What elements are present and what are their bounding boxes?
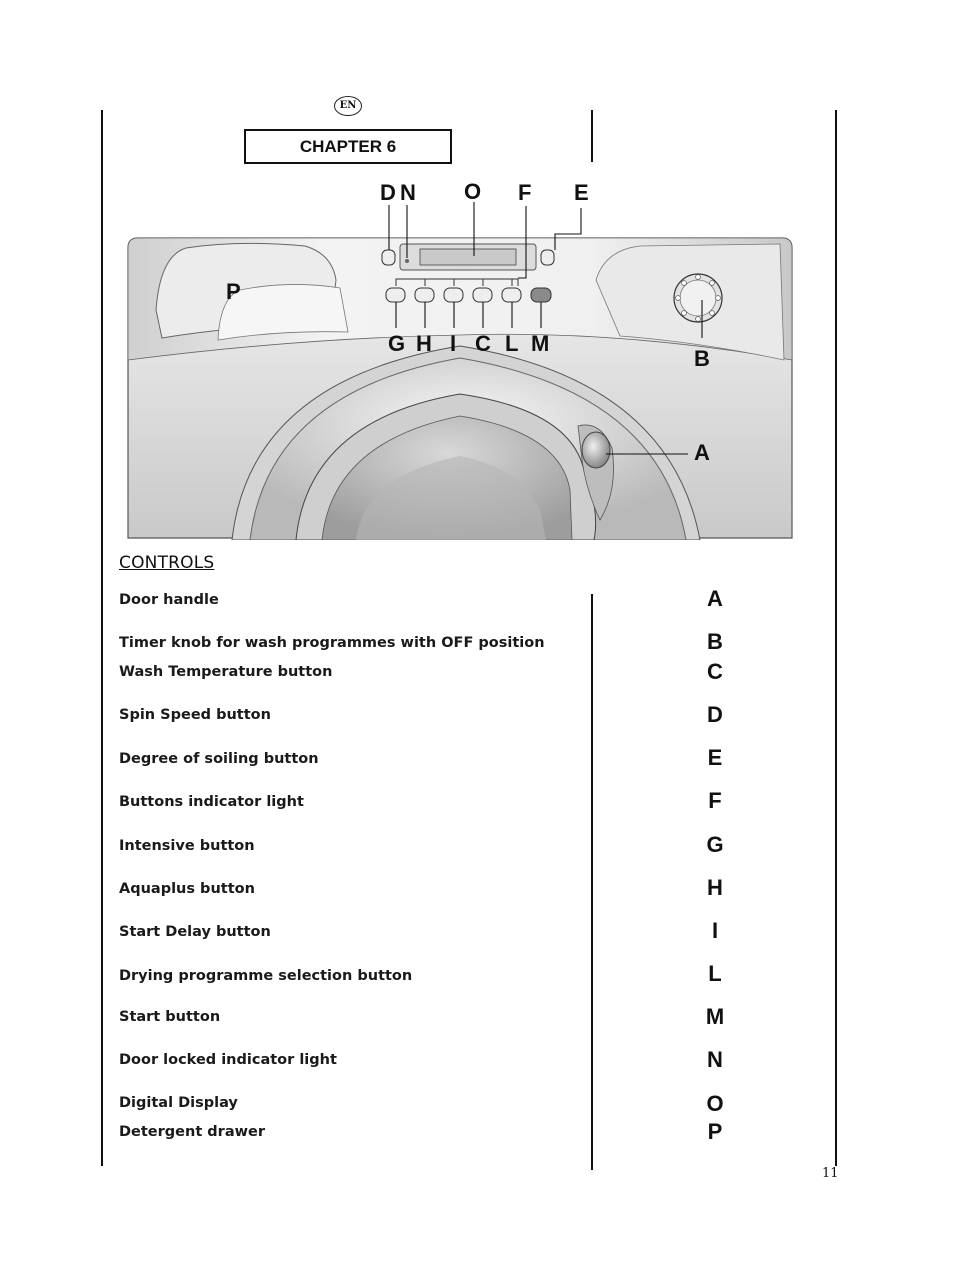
control-letter: L: [708, 961, 722, 986]
control-letter: M: [705, 1004, 725, 1029]
control-letter: D: [707, 702, 723, 727]
control-label-digital-display: Digital Display: [119, 1095, 238, 1111]
control-label-intensive: Intensive button: [119, 838, 255, 854]
control-label-indicator-light: Buttons indicator light: [119, 794, 304, 810]
control-label-door-handle: Door handle: [119, 592, 219, 608]
callout-L: L: [505, 331, 519, 356]
control-letter: C: [707, 659, 723, 684]
control-label-degree-of-soiling: Degree of soiling button: [119, 751, 319, 767]
control-label-door-locked: Door locked indicator light: [119, 1052, 337, 1068]
control-label-drying-programme: Drying programme selection button: [119, 968, 413, 984]
callout-E: E: [574, 180, 589, 205]
callout-G: G: [388, 331, 406, 356]
control-label-spin-speed: Spin Speed button: [119, 707, 271, 723]
spin-speed-button-shape: [382, 250, 395, 265]
callout-C: C: [475, 331, 491, 356]
callout-B: B: [694, 346, 710, 371]
control-letter: A: [707, 586, 723, 611]
control-letter: B: [707, 629, 723, 654]
detergent-drawer: [156, 243, 348, 340]
control-label-start: Start button: [119, 1009, 221, 1025]
callout-A: A: [694, 440, 710, 465]
callout-P: P: [226, 279, 241, 304]
callout-D: D: [380, 180, 396, 205]
right-margin-rule: [835, 110, 837, 1166]
callout-N: N: [400, 180, 416, 205]
control-label-wash-temperature: Wash Temperature button: [119, 664, 333, 680]
control-letter: N: [707, 1047, 723, 1072]
washing-machine-illustration: [100, 170, 820, 540]
center-top-rule: [591, 110, 593, 162]
callout-O: O: [464, 179, 482, 204]
callout-I: I: [450, 331, 457, 356]
center-bottom-rule: [591, 594, 593, 1170]
page-number: 11: [822, 1166, 839, 1181]
chapter-title: CHAPTER 6: [244, 129, 452, 164]
callout-H: H: [416, 331, 432, 356]
control-label-detergent-drawer: Detergent drawer: [119, 1124, 265, 1140]
control-letter: P: [707, 1119, 723, 1144]
control-label-start-delay: Start Delay button: [119, 924, 271, 940]
timer-knob: [674, 274, 722, 322]
callout-M: M: [531, 331, 550, 356]
control-letter: O: [706, 1091, 724, 1116]
control-letter: I: [711, 918, 719, 943]
controls-heading: CONTROLS: [119, 553, 215, 573]
control-label-aquaplus: Aquaplus button: [119, 881, 255, 897]
control-label-timer-knob: Timer knob for wash programmes with OFF position: [119, 635, 545, 651]
display-panel: [400, 244, 536, 270]
control-letter: H: [707, 875, 723, 900]
control-letter: G: [706, 832, 724, 857]
soiling-button-shape: [541, 250, 554, 265]
language-badge: EN: [334, 96, 362, 116]
control-letter: F: [708, 788, 722, 813]
callout-F: F: [518, 180, 532, 205]
control-letter: E: [707, 745, 723, 770]
